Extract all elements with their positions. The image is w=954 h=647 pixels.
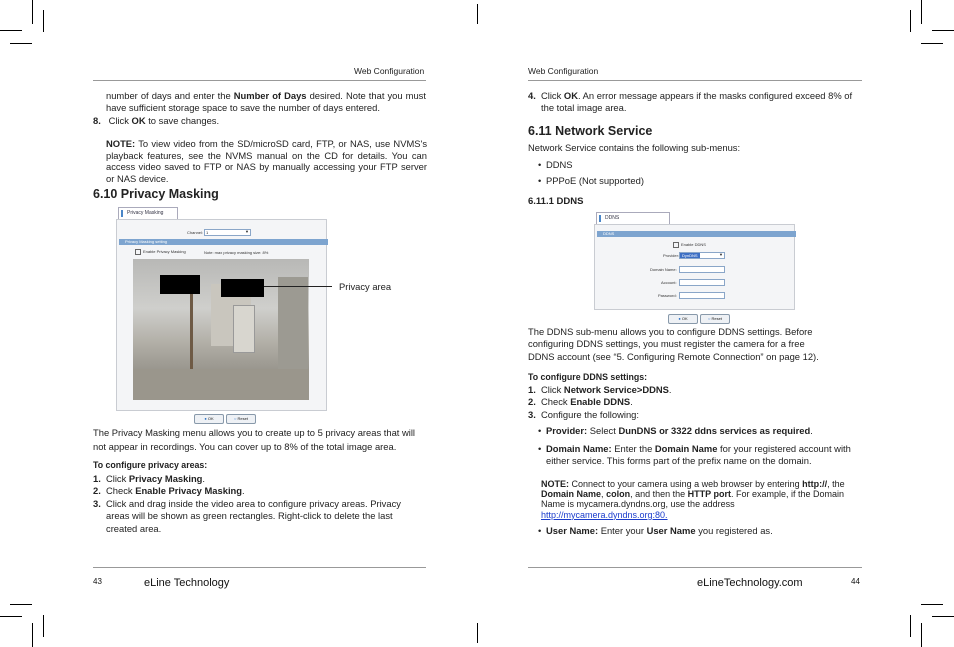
- list-item: [538, 157, 644, 173]
- list-item: [93, 485, 426, 497]
- note-text: , and then the: [630, 489, 686, 500]
- list-item: [93, 498, 426, 535]
- provider-term: Provider:: [546, 425, 588, 436]
- step-text-a: Click: [108, 115, 129, 126]
- step-4: [528, 90, 862, 115]
- crop-mark: [43, 10, 44, 32]
- note-bold: HTTP port: [687, 489, 731, 500]
- bullet-icon: •: [538, 175, 542, 186]
- video-area[interactable]: [133, 259, 309, 400]
- crop-mark: [10, 43, 32, 44]
- step-8: [93, 115, 426, 127]
- section-title: 6.11 Network Service: [528, 124, 653, 138]
- crop-mark: [32, 623, 33, 647]
- example-link[interactable]: http://mycamera.dyndns.org:80.: [541, 509, 668, 520]
- domain-label: Domain Name:: [650, 267, 677, 272]
- page-header: Web Configuration: [528, 66, 599, 76]
- enable-checkbox[interactable]: [673, 242, 679, 248]
- subsection-title: 6.11.1 DDNS: [528, 196, 584, 207]
- list-item: [528, 396, 862, 408]
- ok-button[interactable]: [668, 314, 698, 324]
- steps-list: [528, 384, 862, 421]
- note-bold: colon: [606, 489, 631, 500]
- step-text: Click and drag inside the video area to configure privacy areas. Privacy areas will be shown as green rectangles. Right-click to delete the last created area.: [106, 497, 401, 534]
- note-text: , the: [827, 479, 845, 489]
- crop-mark: [477, 4, 478, 24]
- reset-icon: ○: [708, 316, 711, 321]
- bullet-icon: •: [538, 525, 542, 536]
- step-number: 4.: [528, 90, 536, 101]
- tab-privacy-masking: Privacy Masking: [118, 207, 178, 220]
- max-size-note: Note: max privacy masking size: 8%: [204, 250, 269, 255]
- section-intro: Network Service contains the following sub-menus:: [528, 142, 741, 153]
- intro-bold: Number of Days: [233, 90, 307, 101]
- submenu-label: DDNS: [546, 159, 573, 170]
- callout-label: Privacy area: [339, 281, 392, 292]
- privacy-description: The Privacy Masking menu allows you to create up to 5 privacy areas that will not appear in recordings. You can cover up to 8% of the total image area.: [93, 427, 416, 452]
- page-number: 44: [851, 577, 860, 586]
- check-icon: ●: [678, 316, 681, 321]
- header-rule: [528, 80, 862, 81]
- note-block: [106, 138, 427, 184]
- steps-list: [93, 473, 426, 535]
- crop-mark: [10, 604, 32, 605]
- reset-label: Reset: [711, 316, 722, 321]
- note-bold: http://: [802, 479, 828, 489]
- provider-label: Provider:: [663, 253, 680, 258]
- step-bold: OK: [563, 90, 578, 101]
- howto-title: To configure DDNS settings:: [528, 372, 648, 382]
- crop-mark: [910, 10, 911, 32]
- crop-mark: [910, 615, 911, 637]
- page-number: 43: [93, 577, 102, 586]
- step-bold: Enable DDNS: [570, 396, 631, 408]
- privacy-mask[interactable]: [221, 279, 264, 297]
- bullet-icon: •: [538, 159, 542, 170]
- step-text: Configure the following:: [541, 408, 639, 420]
- intro-paragraph: [106, 90, 426, 115]
- footer-brand: eLineTechnology.com: [697, 577, 803, 589]
- step-number: 3.: [528, 408, 536, 420]
- provider-bullet: [538, 425, 858, 437]
- domain-bullet: [538, 443, 864, 468]
- step-text-a: Click: [541, 90, 562, 101]
- list-item: [538, 173, 644, 189]
- ddns-description: The DDNS sub-menu allows you to configure DDNS settings. Before configuring DDNS settings, you must register the camera for a free DDNS account (see “5. Configuring Remote Connection” on page 12).: [528, 326, 819, 362]
- footer-brand: eLine Technology: [144, 577, 230, 589]
- note-label: NOTE:: [541, 479, 569, 489]
- step-text: [541, 90, 859, 115]
- domain-input[interactable]: [679, 266, 725, 273]
- bullet-icon: •: [538, 425, 542, 436]
- step-bold: Network Service>DDNS: [563, 384, 669, 395]
- step-text: Click: [541, 384, 562, 395]
- reset-icon: ○: [234, 416, 237, 421]
- enable-privacy-row[interactable]: [135, 249, 186, 255]
- provider-services: DunDNS or 3322 ddns services as required: [618, 425, 811, 436]
- reset-button[interactable]: [700, 314, 730, 324]
- note-block: [541, 479, 859, 520]
- domain-term: Domain Name:: [546, 443, 612, 454]
- ddns-screenshot: [594, 212, 795, 310]
- crop-mark: [921, 604, 943, 605]
- step-text: .: [202, 473, 206, 484]
- ok-label: OK: [681, 316, 688, 321]
- note-bold: Domain Name: [541, 489, 602, 500]
- note-text: Connect to your camera using a web browser by entering: [571, 479, 800, 489]
- step-text-b: . An error message appears if the masks configured exceed 8% of the total image area.: [541, 90, 853, 114]
- user-term-2: User Name: [646, 525, 696, 536]
- ok-label: OK: [207, 416, 214, 421]
- list-item: [528, 384, 862, 396]
- privacy-mask[interactable]: [160, 275, 200, 294]
- reset-button[interactable]: [226, 414, 256, 424]
- list-item: [93, 473, 426, 485]
- crop-mark: [921, 43, 943, 44]
- callout-line: [264, 286, 332, 287]
- account-input[interactable]: [679, 279, 725, 286]
- channel-select[interactable]: [204, 229, 251, 236]
- intro-text-b: desired. Note that you must have sufficient storage space to save the number of days entered.: [106, 90, 426, 114]
- chevron-down-icon: ▼: [245, 229, 249, 234]
- crop-mark: [932, 30, 954, 31]
- section-title: 6.10 Privacy Masking: [93, 187, 219, 201]
- step-number: 8.: [93, 115, 101, 126]
- step-number: 2.: [528, 396, 536, 408]
- note-text: . For example, if the Domain Name is mycamera.dyndns.org, use the address: [541, 489, 845, 510]
- crop-mark: [921, 623, 922, 647]
- settings-bar: DDNS: [597, 231, 796, 237]
- crop-mark: [921, 0, 922, 24]
- step-text: .: [668, 384, 672, 395]
- password-input[interactable]: [679, 292, 725, 299]
- cabinet: [233, 305, 255, 353]
- domain-text: for your registered account with either service. This forms part of the prefix name on the domain.: [546, 443, 851, 467]
- step-text: Click: [106, 473, 127, 484]
- reset-label: Reset: [237, 416, 248, 421]
- privacy-screenshot: [116, 207, 327, 411]
- bullet-icon: •: [538, 443, 542, 454]
- channel-value: 1: [206, 230, 209, 235]
- crop-mark: [0, 616, 22, 617]
- step-bold: Enable Privacy Masking: [135, 485, 243, 497]
- settings-panel: [594, 224, 795, 310]
- provider-value: DynDNS: [682, 253, 698, 258]
- submenu-label: PPPoE (Not supported): [546, 175, 644, 186]
- crop-mark: [43, 615, 44, 637]
- check-icon: ●: [204, 416, 207, 421]
- step-text: Check: [541, 396, 568, 408]
- enable-checkbox[interactable]: [135, 249, 141, 255]
- user-text: you registered as.: [698, 525, 773, 536]
- crop-mark: [932, 616, 954, 617]
- step-bold: OK: [131, 115, 146, 126]
- step-text: .: [630, 396, 633, 408]
- settings-bar: Privacy Masking setting: [119, 239, 328, 245]
- step-number: 1.: [93, 473, 101, 484]
- howto-title: To configure privacy areas:: [93, 460, 208, 470]
- crop-mark: [32, 0, 33, 24]
- page-header: Web Configuration: [354, 66, 425, 76]
- enable-label: Enable Privacy Masking: [143, 249, 186, 255]
- account-label: Account:: [661, 280, 677, 285]
- password-label: Password:: [658, 293, 677, 298]
- submenu-list: [538, 157, 644, 189]
- ok-button[interactable]: [194, 414, 224, 424]
- step-number: 1.: [528, 384, 536, 395]
- provider-select[interactable]: [679, 252, 725, 259]
- crop-mark: [477, 623, 478, 643]
- provider-text: Select: [589, 425, 616, 436]
- channel-label: Channel:: [187, 230, 204, 235]
- user-term: User Name:: [546, 525, 599, 536]
- settings-panel: [116, 219, 327, 411]
- step-number: 3.: [93, 497, 101, 509]
- intro-text-a: number of days and enter the: [106, 90, 231, 101]
- footer-rule: [528, 567, 862, 568]
- footer-rule: [93, 567, 426, 568]
- user-text: Enter your: [600, 525, 644, 536]
- step-text: Check: [106, 485, 133, 497]
- step-number: 2.: [93, 485, 101, 497]
- note-text: ,: [601, 489, 604, 500]
- list-item: [528, 409, 862, 421]
- step-text: .: [242, 485, 245, 497]
- header-rule: [93, 80, 426, 81]
- domain-term-2: Domain Name: [654, 443, 718, 454]
- chevron-down-icon: ▼: [719, 252, 723, 257]
- tab-ddns: DDNS: [596, 212, 670, 225]
- enable-label: Enable DDNS: [681, 242, 706, 248]
- step-text-b: to save changes.: [148, 115, 220, 126]
- floor: [133, 369, 309, 400]
- crop-mark: [0, 30, 22, 31]
- provider-text: .: [810, 425, 813, 436]
- domain-text: Enter the: [614, 443, 653, 454]
- step-bold: Privacy Masking: [128, 473, 203, 484]
- enable-ddns-row[interactable]: [673, 242, 706, 248]
- note-label: NOTE:: [106, 138, 136, 149]
- user-bullet: [538, 525, 858, 537]
- note-text: To view video from the SD/microSD card, FTP, or NAS, use NVMS's playback features, see the NVMS manual on the CD for details. You can access video saved to FTP or NAS by manually accessing your FTP server or NAS device.: [106, 138, 428, 184]
